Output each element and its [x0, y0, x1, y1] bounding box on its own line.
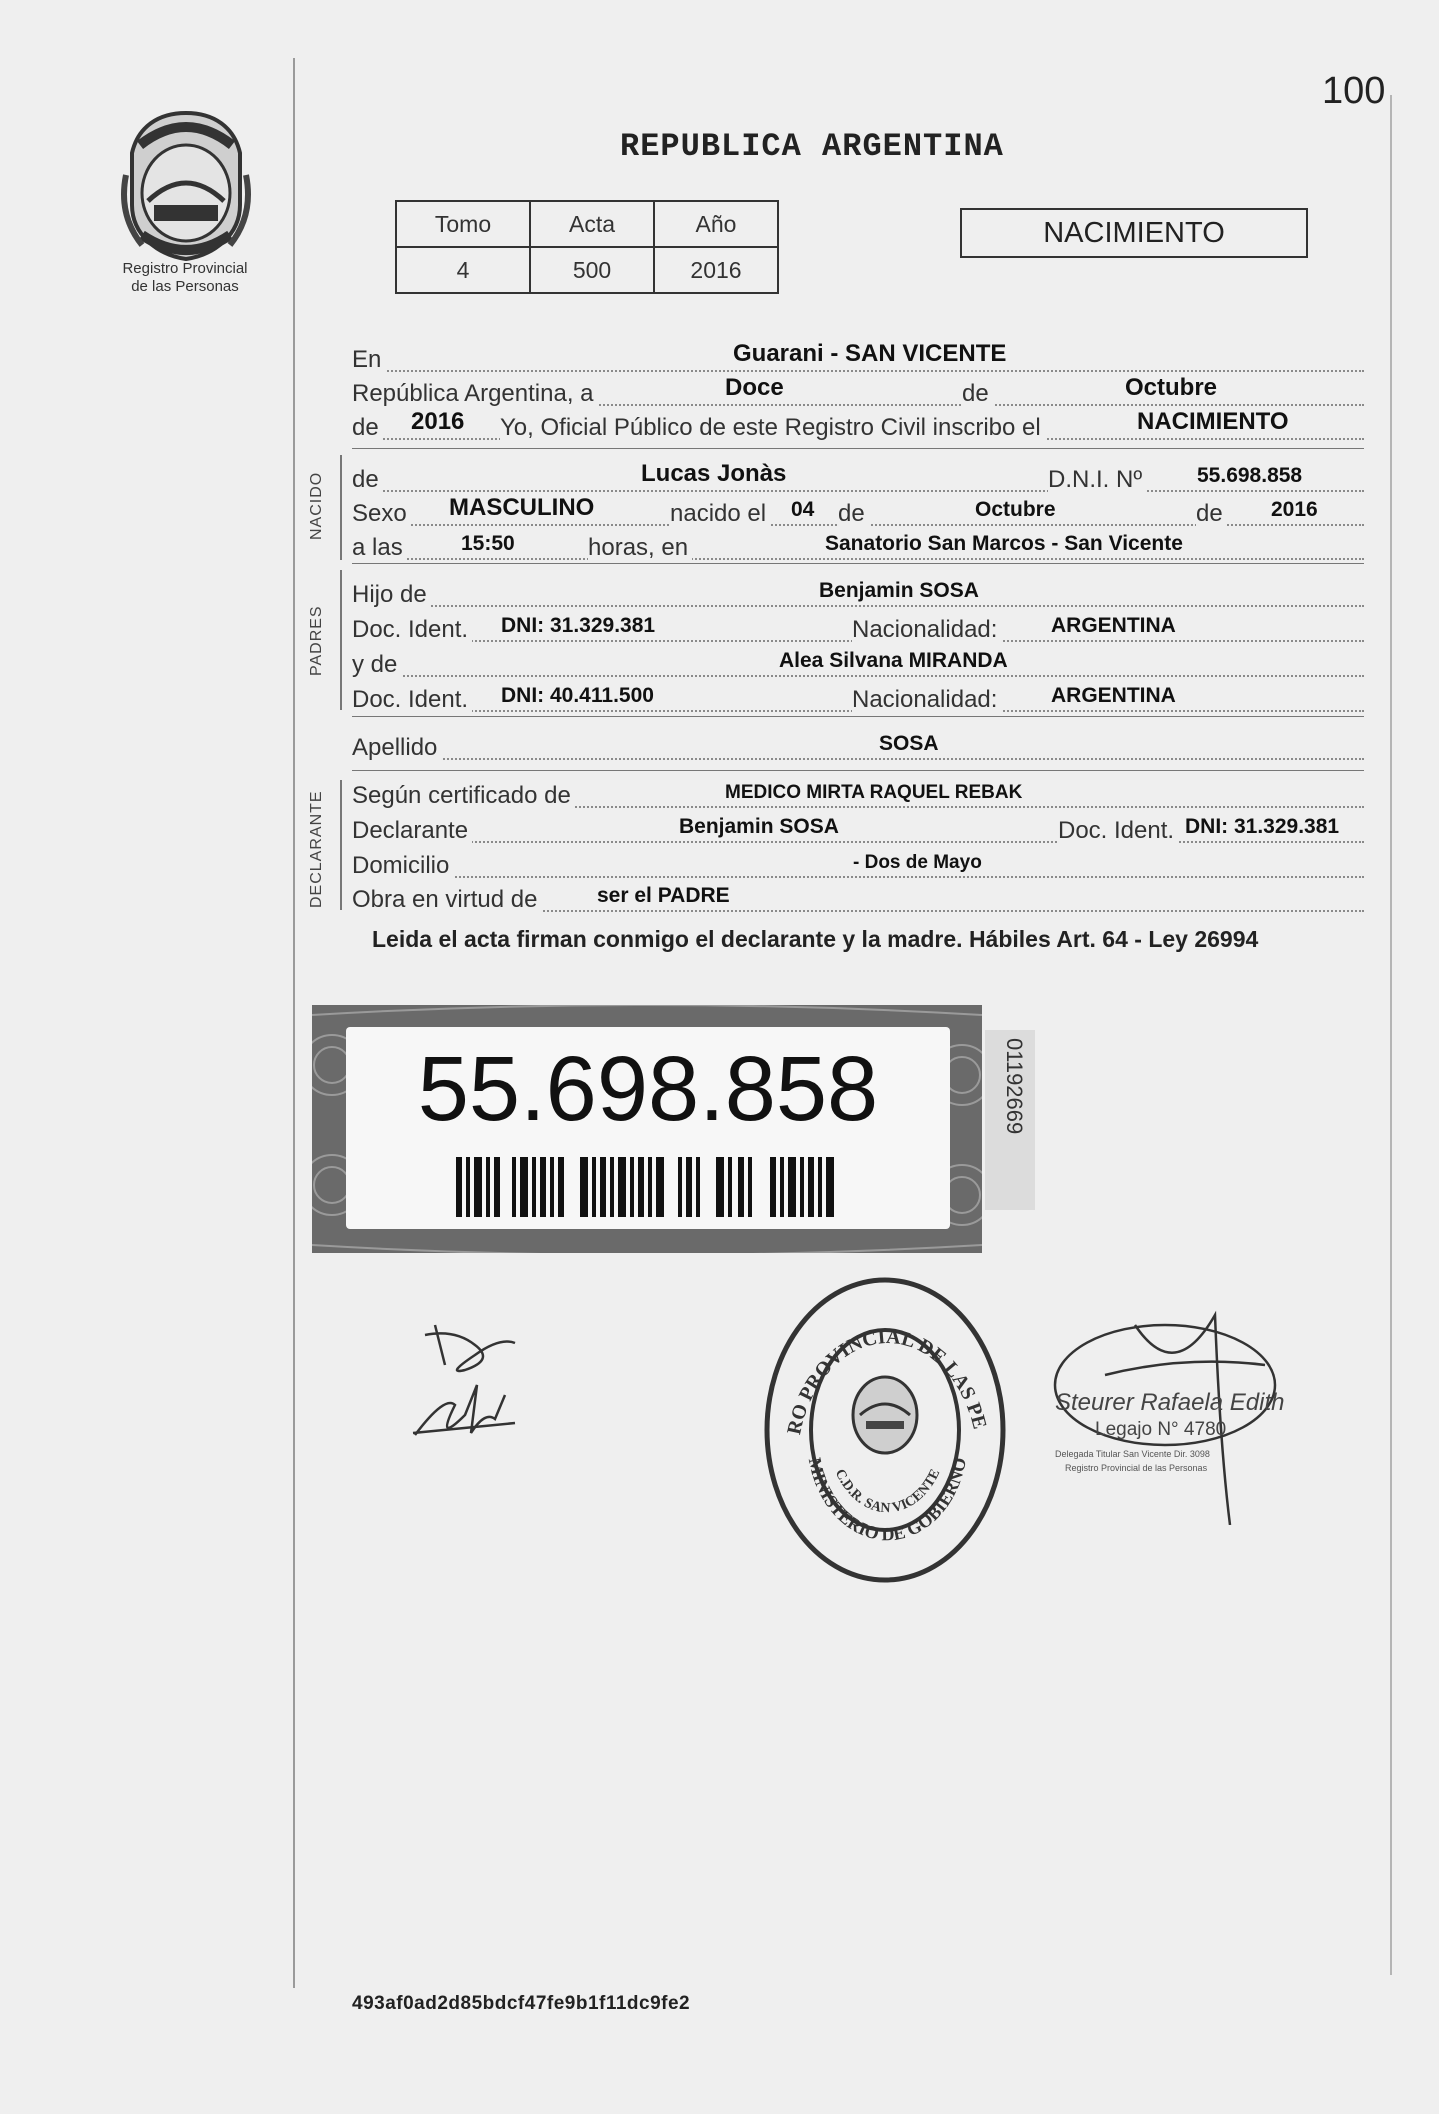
father-name: Benjamin SOSA — [816, 579, 982, 603]
child-dni: 55.698.858 — [1194, 464, 1305, 488]
place-value: Guarani - SAN VICENTE — [730, 340, 1009, 368]
anio-header: Año — [654, 201, 778, 247]
apellido-row — [352, 728, 1364, 760]
a-las-label: a las — [352, 534, 407, 562]
sexo-value: MASCULINO — [446, 494, 597, 522]
sex-birth-row — [352, 494, 1364, 526]
republica-label: República Argentina, a — [352, 380, 598, 408]
father-nationality-label: Nacionalidad: — [852, 616, 1001, 644]
birth-year: 2016 — [1268, 498, 1321, 522]
date-row — [352, 374, 1364, 406]
declarante-name: Benjamin SOSA — [676, 815, 842, 839]
official-signature-stamp — [1045, 1295, 1305, 1525]
tomo-header: Tomo — [396, 201, 530, 247]
province-coat-of-arms-logo — [118, 105, 254, 265]
seal-mid-text: C.D.R. SAN VICENTE — [831, 1466, 944, 1517]
separator — [352, 448, 1364, 449]
right-margin-line — [1390, 95, 1392, 1975]
birth-day: 04 — [788, 498, 817, 522]
obra-row — [352, 880, 1364, 912]
year-value: 2016 — [408, 408, 467, 436]
official-role: Delegada Titular San Vicente Dir. 3098 — [1055, 1449, 1210, 1459]
acta-header: Acta — [530, 201, 654, 247]
declarante-label: Declarante — [352, 817, 472, 845]
mother-name: Alea Silvana MIRANDA — [776, 649, 1011, 673]
mother-nationality-label: Nacionalidad: — [852, 686, 1001, 714]
sexo-label: Sexo — [352, 500, 411, 528]
mother-doc-label: Doc. Ident. — [352, 686, 472, 714]
seal-top-text: RO PROVINCIAL DE LAS PE — [783, 1325, 991, 1437]
separator — [352, 563, 1364, 564]
seal-bottom-text: MINISTERIO DE GOBIERNO — [804, 1455, 971, 1545]
horas-label: horas, en — [588, 534, 692, 562]
anio-value: 2016 — [654, 247, 778, 293]
nacido-section-label: NACIDO — [308, 471, 325, 540]
place-row — [352, 340, 1364, 372]
signature-note: Leida el acta firman conmigo el declarante y la madre. Hábiles Art. 64 - Ley 26994 — [372, 926, 1259, 952]
mother-row — [352, 645, 1364, 677]
apellido-label: Apellido — [352, 734, 441, 762]
official-name: Steurer Rafaela Edith — [1055, 1389, 1285, 1416]
father-doc-row — [352, 610, 1364, 642]
obra-value: ser el PADRE — [594, 884, 733, 908]
dni-label: D.N.I. Nº — [1048, 466, 1146, 494]
separator — [352, 770, 1364, 771]
father-row — [352, 575, 1364, 607]
acta-value: 500 — [530, 247, 654, 293]
cert-value: MEDICO MIRTA RAQUEL REBAK — [722, 782, 1025, 804]
domicilio-label: Domicilio — [352, 852, 453, 880]
birth-month: Octubre — [972, 498, 1059, 522]
sticker-serial: 01192669 — [1002, 1038, 1027, 1135]
domicilio-row — [352, 846, 1364, 878]
mother-nationality: ARGENTINA — [1048, 684, 1179, 708]
certificate-row — [352, 776, 1364, 808]
day-value: Doce — [722, 374, 787, 402]
separator — [352, 716, 1364, 717]
page-number: 100 — [1322, 70, 1386, 112]
sticker-label — [346, 1027, 950, 1229]
yo-text: Yo, Oficial Público de este Registro Civil inscribo el — [500, 414, 1045, 442]
left-margin-line — [293, 58, 295, 1988]
time-place-row — [352, 528, 1364, 560]
padres-group-bar — [340, 570, 342, 710]
declarante-doc-label: Doc. Ident. — [1058, 817, 1178, 845]
birth-time: 15:50 — [458, 532, 518, 556]
official-legajo: Legajo N° 4780 — [1095, 1419, 1227, 1440]
sticker-number: 55.698.858 — [417, 1038, 879, 1140]
svg-text:MINISTERIO DE GOBIERNO — [805, 1456, 970, 1545]
tomo-acta-table — [395, 200, 779, 294]
padres-section-label: PADRES — [308, 605, 325, 676]
nacido-group-bar — [340, 455, 342, 560]
declarante-row — [352, 811, 1364, 843]
mother-doc: DNI: 40.411.500 — [498, 684, 657, 708]
nacido-el-label: nacido el — [670, 500, 770, 528]
declarante-section-label: DECLARANTE — [308, 790, 325, 908]
document-title: REPUBLICA ARGENTINA — [620, 128, 1004, 165]
cert-label: Según certificado de — [352, 782, 575, 810]
birth-place: Sanatorio San Marcos - San Vicente — [822, 532, 1186, 556]
year-de-label: de — [352, 414, 383, 442]
de-label: de — [962, 380, 993, 408]
name-row — [352, 460, 1364, 492]
declarante-group-bar — [340, 780, 342, 910]
registry-label: Registro Provincial de las Personas — [122, 260, 248, 295]
document-hash: 493af0ad2d85bdcf47fe9b1f11dc9fe2 — [352, 1993, 691, 2014]
de-name-label: de — [352, 466, 383, 494]
tomo-value: 4 — [396, 247, 530, 293]
domicilio-value: - Dos de Mayo — [850, 852, 985, 874]
de-label-2: de — [838, 500, 869, 528]
father-nationality: ARGENTINA — [1048, 614, 1179, 638]
de-label-3: de — [1196, 500, 1227, 528]
handwritten-signature-declarant — [405, 1315, 535, 1465]
official-round-seal — [760, 1265, 1010, 1585]
y-de-label: y de — [352, 651, 401, 679]
event-value: NACIMIENTO — [1134, 408, 1292, 436]
barcode — [456, 1157, 840, 1217]
serial-strip — [985, 1030, 1035, 1210]
father-doc: DNI: 31.329.381 — [498, 614, 658, 638]
declarante-doc: DNI: 31.329.381 — [1182, 815, 1342, 839]
child-name: Lucas Jonàs — [638, 460, 789, 488]
en-label: En — [352, 346, 385, 374]
mother-doc-row — [352, 680, 1364, 712]
year-row — [352, 408, 1364, 440]
obra-label: Obra en virtud de — [352, 886, 541, 914]
dni-sticker — [312, 1005, 982, 1253]
apellido-value: SOSA — [876, 732, 942, 756]
father-doc-label: Doc. Ident. — [352, 616, 472, 644]
month-value: Octubre — [1122, 374, 1220, 402]
hijo-de-label: Hijo de — [352, 581, 431, 609]
official-registry: Registro Provincial de las Personas — [1065, 1463, 1208, 1473]
record-type-box: NACIMIENTO — [960, 208, 1308, 258]
